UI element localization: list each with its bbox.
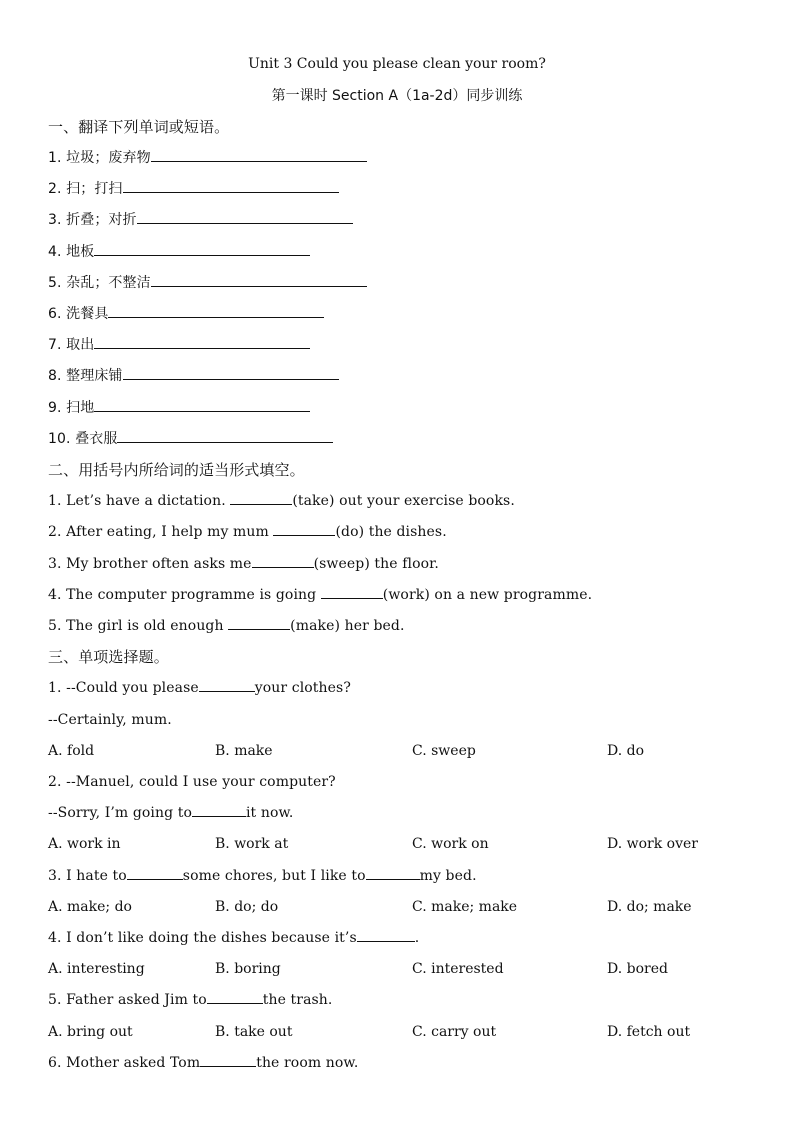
option-d[interactable]: D. do; make [607,899,692,915]
item-number: 5. [48,275,62,291]
option-a[interactable]: A. fold [48,743,95,759]
mc-question-2-reply [48,802,293,824]
option-d[interactable]: D. fetch out [607,1024,691,1040]
item-text: 扫；打扫 [66,181,123,197]
question-text: the room now. [256,1055,359,1071]
item-number: 7. [48,337,62,353]
option-b[interactable]: B. make [215,743,273,759]
item-text: (do) the dishes. [335,524,447,540]
item-number: 9. [48,400,62,416]
mc-question-3 [48,865,477,887]
answer-blank[interactable] [151,272,367,287]
section3-heading: 三、单项选择题。 [48,648,169,666]
option-d[interactable]: D. work over [607,836,698,852]
answer-blank[interactable] [366,865,420,880]
answer-blank[interactable] [357,927,415,942]
item-text: 折叠；对折 [66,212,137,228]
answer-blank[interactable] [230,490,292,505]
option-c[interactable]: C. sweep [412,743,476,759]
option-b[interactable]: B. boring [215,961,281,977]
answer-blank[interactable] [137,209,353,224]
item-text: 地板 [66,244,95,260]
option-c[interactable]: C. carry out [412,1024,497,1040]
item-number: 1. [48,150,62,166]
fill-item-2 [48,521,447,543]
mc-question-4 [48,927,419,949]
item-text: (make) her bed. [290,618,405,634]
question-text: . [414,930,420,946]
translate-item-3 [48,209,353,231]
translate-item-2 [48,178,339,200]
option-a[interactable]: A. work in [48,836,121,852]
item-text: 取出 [66,337,95,353]
fill-item-1 [48,490,515,512]
item-number: 6. [48,306,62,322]
answer-blank[interactable] [94,397,310,412]
question-text: some chores, but I like to [182,868,366,884]
answer-blank[interactable] [321,584,383,599]
option-b[interactable]: B. do; do [215,899,279,915]
option-d[interactable]: D. do [607,743,645,759]
mc-question-6 [48,1052,358,1074]
translate-item-6 [48,303,324,325]
fill-item-5 [48,615,405,637]
item-text: 扫地 [66,400,95,416]
item-text: 1. Let’s have a dictation. [48,493,231,509]
option-a[interactable]: A. interesting [48,961,145,977]
option-c[interactable]: C. work on [412,836,489,852]
translate-item-7 [48,334,310,356]
mc-question-1 [48,677,351,699]
page-title: Unit 3 Could you please clean your room? [248,56,546,72]
question-text: 3. I hate to [48,868,127,884]
mc-question-5 [48,989,332,1011]
item-number: 3. [48,212,62,228]
answer-blank[interactable] [94,241,310,256]
option-a[interactable]: A. make; do [48,899,132,915]
mc-question-2: 2. --Manuel, could I use your computer? [48,774,336,790]
answer-blank[interactable] [273,521,335,536]
item-text: 垃圾；废弃物 [66,150,151,166]
item-text: 叠衣服 [75,431,118,447]
answer-blank[interactable] [151,147,367,162]
answer-blank[interactable] [207,989,263,1004]
answer-blank[interactable] [123,178,339,193]
item-text: 杂乱；不整洁 [66,275,151,291]
fill-item-4 [48,584,592,606]
answer-blank[interactable] [199,677,255,692]
translate-item-9 [48,397,310,419]
item-text: 洗餐具 [66,306,109,322]
answer-blank[interactable] [228,615,290,630]
item-text: (work) on a new programme. [382,587,593,603]
question-text: my bed. [419,868,477,884]
answer-blank[interactable] [94,334,310,349]
translate-item-4 [48,241,310,263]
translate-item-5 [48,272,367,294]
item-text: 2. After eating, I help my mum [48,524,274,540]
item-text: (take) out your exercise books. [292,493,515,509]
translate-item-1 [48,147,367,169]
item-number: 10. [48,431,71,447]
item-number: 4. [48,244,62,260]
question-text: 5. Father asked Jim to [48,992,207,1008]
question-text: --Sorry, I’m going to [48,805,192,821]
fill-item-3 [48,553,439,575]
answer-blank[interactable] [192,802,246,817]
question-text: your clothes? [254,680,351,696]
answer-blank[interactable] [108,303,324,318]
item-text: (sweep) the floor. [313,556,439,572]
answer-blank[interactable] [117,428,333,443]
answer-blank[interactable] [252,553,314,568]
page-subtitle: 第一课时 Section A（1a-2d）同步训练 [271,88,523,104]
item-number: 2. [48,181,62,197]
section2-heading: 二、用括号内所给词的适当形式填空。 [48,461,305,479]
question-text: the trash. [262,992,333,1008]
question-text: it now. [245,805,294,821]
item-text: 3. My brother often asks me [48,556,252,572]
question-text: 4. I don’t like doing the dishes because it’s [48,930,357,946]
section1-heading: 一、翻译下列单词或短语。 [48,118,230,136]
item-text: 4. The computer programme is going [48,587,321,603]
question-text: 6. Mother asked Tom [48,1055,201,1071]
answer-blank[interactable] [200,1052,256,1067]
item-text: 整理床铺 [66,368,123,384]
question-text: 1. --Could you please [48,680,199,696]
translate-item-8 [48,365,339,387]
option-c[interactable]: C. interested [412,961,504,977]
item-text: 5. The girl is old enough [48,618,229,634]
answer-blank[interactable] [123,365,339,380]
option-b[interactable]: B. take out [215,1024,293,1040]
option-c[interactable]: C. make; make [412,899,518,915]
mc-question-1-reply: --Certainly, mum. [48,712,172,728]
option-b[interactable]: B. work at [215,836,289,852]
option-d[interactable]: D. bored [607,961,668,977]
option-a[interactable]: A. bring out [48,1024,133,1040]
answer-blank[interactable] [127,865,183,880]
translate-item-10 [48,428,333,450]
item-number: 8. [48,368,62,384]
